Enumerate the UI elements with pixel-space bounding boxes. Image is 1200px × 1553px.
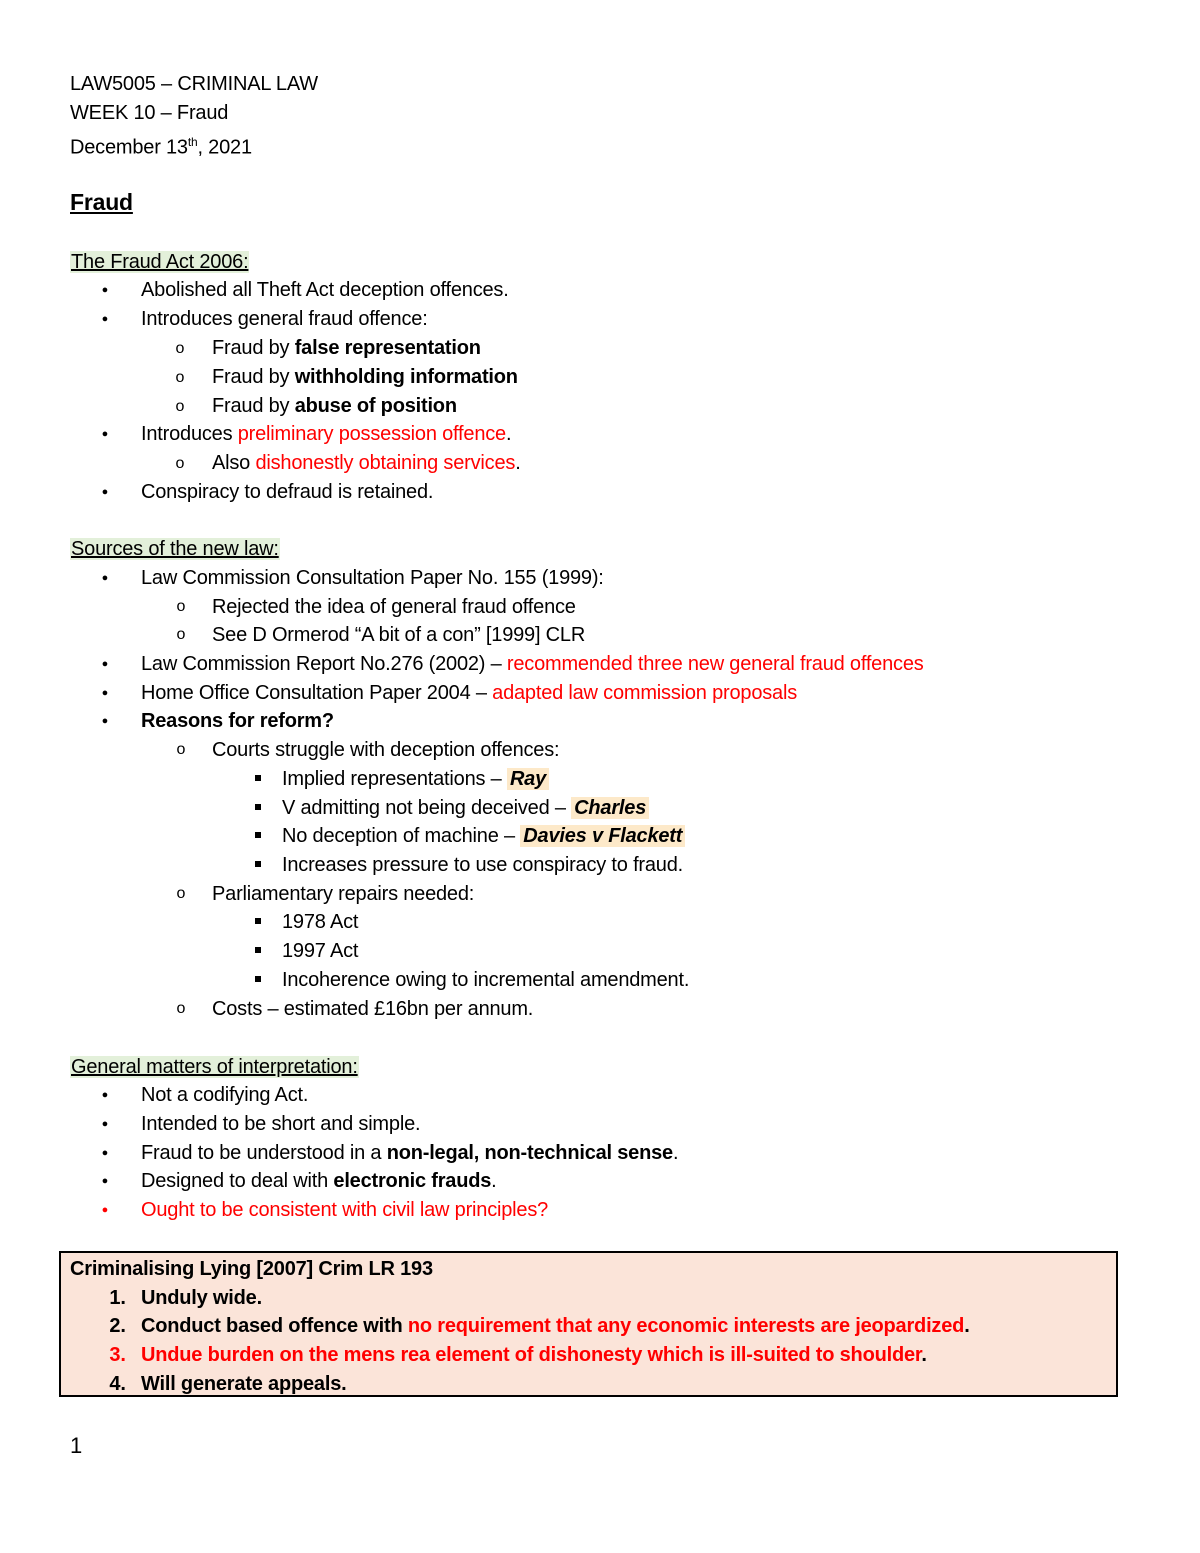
bullet-disc-icon: ● — [101, 486, 109, 498]
list-number: 3. — [109, 1344, 126, 1366]
emphasis-text: abuse of position — [294, 395, 457, 417]
bullet-square-icon — [251, 852, 265, 878]
section-heading-text: The Fraud Act 2006: — [71, 251, 249, 273]
bullet-disc-icon: ● — [101, 715, 109, 727]
red-text: no requirement that any economic interests are jeopardized — [407, 1315, 965, 1337]
week-title: WEEK 10 – Fraud — [70, 102, 229, 124]
text-run: . — [515, 452, 521, 474]
list-number: 4. — [109, 1373, 126, 1395]
bullet-circle-icon: o — [175, 340, 185, 357]
list-subsubitem: Incoherence owing to incremental amendment. — [282, 969, 690, 991]
section-heading-text: General matters of interpretation: — [71, 1056, 358, 1078]
numbered-item: Will generate appeals. — [141, 1373, 347, 1395]
bullet-disc-icon: ● — [101, 1118, 109, 1130]
bullet-circle-icon: o — [176, 885, 186, 902]
note-box-title: Criminalising Lying [2007] Crim LR 193 — [70, 1258, 433, 1280]
text-run: No deception of machine – — [282, 825, 521, 847]
date-year: , 2021 — [197, 136, 252, 159]
text-run: Implied representations – — [282, 768, 507, 790]
list-number: 1. — [109, 1287, 126, 1309]
bullet-square-icon — [251, 938, 265, 964]
bullet-disc-icon: ● — [101, 572, 109, 584]
list-subsubitem: 1978 Act — [282, 911, 359, 933]
bullet-circle-icon: o — [175, 455, 185, 472]
text-run: Home Office Consultation Paper 2004 – — [141, 682, 493, 704]
red-text: Undue burden on the mens rea element of dishonesty which is ill-suited to shoulder — [141, 1344, 922, 1366]
list-item: Not a codifying Act. — [141, 1084, 309, 1106]
bullet-disc-icon: ● — [101, 284, 109, 296]
numbered-item — [141, 1313, 970, 1339]
section-heading-interpretation — [70, 1054, 359, 1080]
bullet-disc-icon: ● — [101, 1204, 109, 1216]
bullet-circle-icon: o — [176, 741, 186, 758]
list-subsubitem — [282, 795, 649, 821]
list-item — [141, 651, 924, 677]
bullet-disc-icon: ● — [101, 658, 109, 670]
text-run: Also — [212, 452, 256, 474]
bullet-circle-icon: o — [176, 626, 186, 643]
numbered-item — [141, 1342, 927, 1368]
bullet-square-icon — [251, 766, 265, 792]
text-run: Conduct based offence with — [141, 1315, 408, 1337]
text-run: Fraud by — [212, 366, 295, 388]
list-subitem: See D Ormerod “A bit of a con” [1999] CLR — [212, 624, 586, 646]
date-main: December 13 — [70, 136, 188, 159]
list-item — [141, 1168, 497, 1194]
list-item — [141, 1140, 678, 1166]
course-title: LAW5005 – CRIMINAL LAW — [70, 73, 318, 95]
list-item: Introduces general fraud offence: — [141, 308, 428, 330]
text-run: Designed to deal with — [141, 1170, 334, 1192]
list-item: Intended to be short and simple. — [141, 1113, 421, 1135]
list-subitem: Rejected the idea of general fraud offence — [212, 596, 576, 618]
list-subsubitem — [282, 766, 549, 792]
page-number: 1 — [70, 1433, 83, 1458]
section-heading-fraud-act — [70, 249, 249, 275]
list-subitem — [212, 364, 518, 390]
text-run: V admitting not being deceived – — [282, 797, 572, 819]
emphasis-text: withholding information — [294, 366, 518, 388]
case-name: Charles — [571, 797, 649, 819]
text-run: . — [505, 423, 512, 445]
text-run: Introduces — [141, 423, 238, 445]
emphasis-text: electronic frauds — [333, 1170, 492, 1192]
text-run: Fraud by — [212, 337, 295, 359]
list-subsubitem: Increases pressure to use conspiracy to fraud. — [282, 854, 684, 876]
bullet-disc-icon: ● — [101, 1147, 109, 1159]
text-run: . — [921, 1344, 927, 1366]
list-subitem: Costs – estimated £16bn per annum. — [212, 998, 534, 1020]
list-item — [141, 421, 511, 447]
list-subitem — [212, 393, 457, 419]
text-run: Fraud by — [212, 395, 295, 417]
bullet-square-icon — [251, 909, 265, 935]
list-subitem: Parliamentary repairs needed: — [212, 883, 475, 905]
emphasis-text: false representation — [294, 337, 481, 359]
bullet-circle-icon: o — [175, 398, 185, 415]
page-title: Fraud — [70, 189, 133, 215]
red-text: recommended three new general fraud offences — [506, 653, 924, 675]
list-subitem — [212, 335, 481, 361]
list-item — [141, 680, 797, 706]
bullet-disc-icon: ● — [101, 687, 109, 699]
list-subsubitem: 1997 Act — [282, 940, 359, 962]
list-subsubitem — [282, 823, 685, 849]
red-text: adapted law commission proposals — [492, 682, 798, 704]
section-heading-sources — [70, 536, 280, 562]
bullet-square-icon — [251, 823, 265, 849]
case-name: Ray — [507, 768, 549, 790]
list-subitem — [212, 450, 521, 476]
bullet-disc-icon: ● — [101, 1175, 109, 1187]
bullet-disc-icon: ● — [101, 1089, 109, 1101]
bullet-square-icon — [251, 967, 265, 993]
list-number: 2. — [109, 1315, 126, 1337]
text-run: Fraud to be understood in a — [141, 1142, 387, 1164]
text-run: Law Commission Report No.276 (2002) – — [141, 653, 507, 675]
date-line — [70, 129, 252, 161]
bullet-disc-icon: ● — [101, 428, 109, 440]
case-name: Davies v Flackett — [520, 825, 685, 847]
bullet-disc-icon: ● — [101, 313, 109, 325]
list-subitem: Courts struggle with deception offences: — [212, 739, 560, 761]
bullet-circle-icon: o — [176, 1000, 186, 1017]
bullet-circle-icon: o — [175, 369, 185, 386]
list-item: Conspiracy to defraud is retained. — [141, 481, 434, 503]
text-run: . — [672, 1142, 679, 1164]
bullet-circle-icon: o — [176, 598, 186, 615]
numbered-item: Unduly wide. — [141, 1287, 262, 1309]
text-run: . — [491, 1170, 497, 1192]
red-text: dishonestly obtaining services — [255, 452, 516, 474]
bullet-square-icon — [251, 795, 265, 821]
emphasis-text: non-legal, non-technical sense — [386, 1142, 673, 1164]
red-text: preliminary possession offence — [237, 423, 506, 445]
date-superscript: th — [187, 135, 198, 149]
list-item: Law Commission Consultation Paper No. 155 (1999): — [141, 567, 604, 589]
list-item: Ought to be consistent with civil law principles? — [141, 1199, 549, 1221]
section-heading-text: Sources of the new law: — [71, 538, 279, 560]
list-item: Reasons for reform? — [141, 710, 334, 732]
text-run: . — [964, 1315, 970, 1337]
list-item: Abolished all Theft Act deception offences. — [141, 279, 509, 301]
